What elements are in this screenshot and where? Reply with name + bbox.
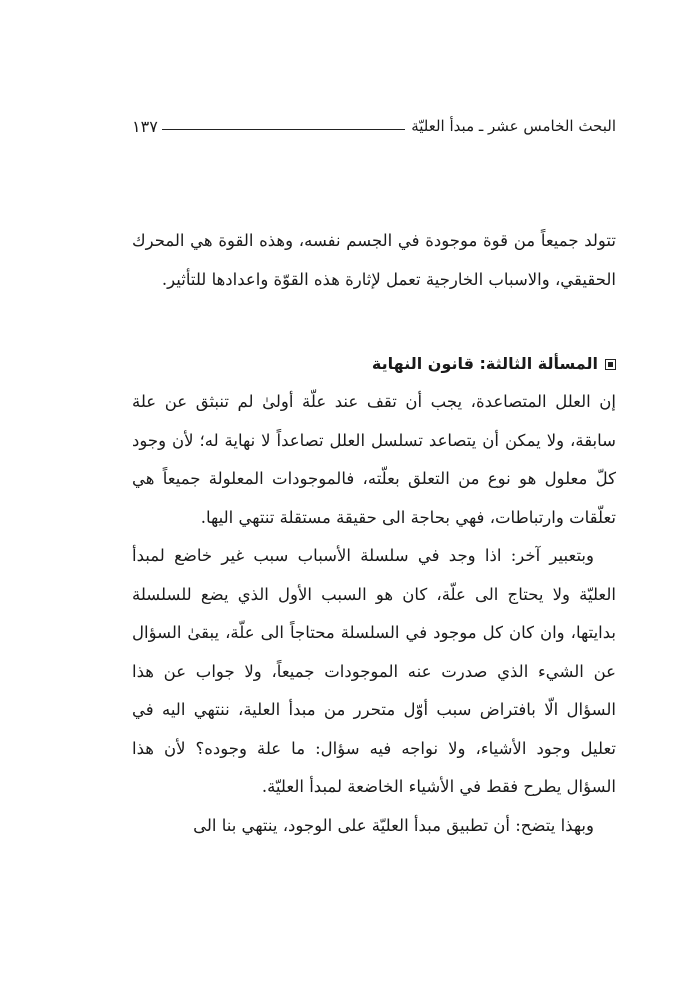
body-text — [132, 222, 616, 845]
paragraph-finitude-law: إن العلل المتصاعدة، يجب أن تقف عند علّة أولىٰ لم تنبثق عن علة سابقة، ولا يمكن أن يتصاعد تسلسل العلل تصاعداً لا نهاية له؛ لأن وجود كلّ معلول هو نوع من التعلق بعلّته، فالموجودات المعلولة جميعاً هي تعلّقات وارتباطات، فهي بحاجة الى حقيقة مستقلة تنتهي اليها. — [132, 392, 616, 527]
paragraph-continuation: تتولد جميعاً من قوة موجودة في الجسم نفسه، وهذه القوة هي المحرك الحقيقي، والاسباب الخارجية تعمل لإثارة هذه القوّة واعدادها للتأثير. — [132, 231, 616, 289]
paragraph-another-expression: وبتعبير آخر: اذا وجد في سلسلة الأسباب سبب غير خاضع لمبدأ العليّة ولا يحتاج الى علّة، كان هو السبب الأول الذي يضع للسلسلة بدايتها، وان كان كل موجود في السلسلة محتاجاً الى علّة، يبقىٰ السؤال عن الشيء الذي صدرت عنه الموجودات جميعاً، ولا جواب عن هذا السؤال الّا بافتراض سبب أوّل متحرر من مبدأ العلية، ننتهي اليه في تعليل وجود الأشياء، ولا نواجه فيه سؤال: ما علة وجوده؟ لأن هذا السؤال يطرح فقط في الأشياء الخاضعة لمبدأ العليّة. — [132, 546, 616, 796]
paragraph-conclusion-start: وبهذا يتضح: أن تطبيق مبدأ العليّة على الوجود، ينتهي بنا الى — [193, 815, 594, 835]
page-number: ١٣٧ — [132, 116, 158, 136]
square-bullet-icon — [605, 359, 616, 370]
section-heading-text: المسألة الثالثة: قانون النهاية — [371, 354, 598, 373]
header-rule — [162, 129, 405, 130]
running-title: البحث الخامس عشر ـ مبدأ العليّة — [411, 117, 616, 135]
running-header — [132, 112, 616, 140]
section-heading — [132, 349, 616, 379]
